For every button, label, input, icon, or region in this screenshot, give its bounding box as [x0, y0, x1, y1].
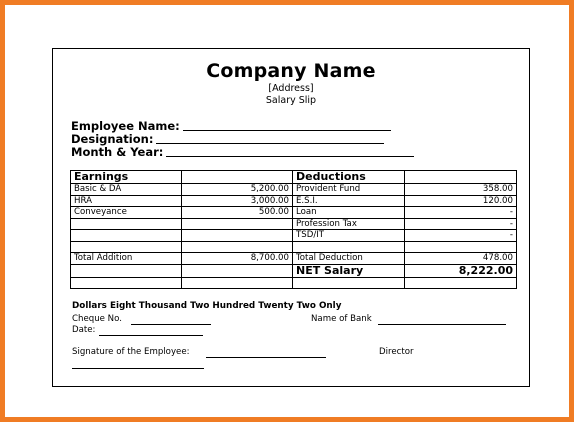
deduction-amount: - [405, 230, 517, 242]
empty-cell [71, 241, 182, 253]
total-addition-amount: 8,700.00 [182, 253, 293, 265]
empty-cell [405, 241, 517, 253]
deduction-label: E.S.I. [293, 195, 405, 207]
employee-signature-field[interactable] [206, 357, 326, 358]
table-row [71, 207, 517, 219]
earning-amount: 500.00 [182, 207, 293, 219]
total-deduction-label: Total Deduction [293, 253, 405, 265]
net-salary-row [71, 264, 517, 277]
empty-cell [71, 264, 182, 277]
employee-name-label: Employee Name: [71, 119, 180, 133]
earning-label: Basic & DA [71, 184, 182, 196]
table-row [71, 184, 517, 196]
empty-cell [71, 277, 182, 289]
net-salary-label: NET Salary [293, 264, 405, 277]
salary-slip-sheet [52, 48, 530, 387]
date-label: Date: [72, 325, 96, 335]
deduction-amount: - [405, 218, 517, 230]
empty-cell [182, 230, 293, 242]
amount-in-words: Dollars Eight Thousand Two Hundred Twenty Two Only [72, 301, 342, 311]
deduction-label: Provident Fund [293, 184, 405, 196]
cheque-number-field[interactable] [131, 324, 211, 325]
designation-field[interactable] [156, 143, 384, 144]
deduction-label: Loan [293, 207, 405, 219]
empty-cell [182, 277, 293, 289]
earning-amount: 3,000.00 [182, 195, 293, 207]
cheque-number-label: Cheque No. [72, 314, 122, 324]
company-address: [Address] [268, 83, 314, 94]
table-row [71, 218, 517, 230]
empty-cell [293, 241, 405, 253]
earnings-header: Earnings [71, 171, 182, 184]
table-row [71, 195, 517, 207]
deductions-header: Deductions [293, 171, 405, 184]
table-header-row [71, 171, 517, 184]
director-signature-field[interactable] [72, 368, 204, 369]
employee-signature-label: Signature of the Employee: [72, 347, 190, 357]
deduction-label: TSD/IT [293, 230, 405, 242]
deduction-amount: 120.00 [405, 195, 517, 207]
date-field[interactable] [99, 335, 203, 336]
empty-cell [182, 171, 293, 184]
net-salary-amount: 8,222.00 [405, 264, 517, 277]
table-row [71, 241, 517, 253]
empty-cell [182, 241, 293, 253]
designation-label: Designation: [71, 132, 154, 146]
total-addition-label: Total Addition [71, 253, 182, 265]
earning-amount: 5,200.00 [182, 184, 293, 196]
total-deduction-amount: 478.00 [405, 253, 517, 265]
director-label: Director [379, 347, 414, 357]
earnings-deductions-table [70, 170, 517, 289]
empty-cell [182, 218, 293, 230]
company-name: Company Name [206, 60, 376, 82]
document-title: Salary Slip [265, 95, 317, 106]
earning-label: Conveyance [71, 207, 182, 219]
empty-cell [182, 264, 293, 277]
employee-name-field[interactable] [183, 130, 391, 131]
empty-cell [71, 218, 182, 230]
earning-label: HRA [71, 195, 182, 207]
empty-cell [293, 277, 405, 289]
totals-row [71, 253, 517, 265]
deduction-label: Profession Tax [293, 218, 405, 230]
deduction-amount: 358.00 [405, 184, 517, 196]
table-row [71, 230, 517, 242]
empty-cell [405, 171, 517, 184]
empty-cell [71, 230, 182, 242]
bank-name-field[interactable] [378, 324, 506, 325]
table-row [71, 277, 517, 289]
deduction-amount: - [405, 207, 517, 219]
month-year-label: Month & Year: [71, 145, 164, 159]
month-year-field[interactable] [166, 156, 414, 157]
empty-cell [405, 277, 517, 289]
bank-name-label: Name of Bank [311, 314, 372, 324]
